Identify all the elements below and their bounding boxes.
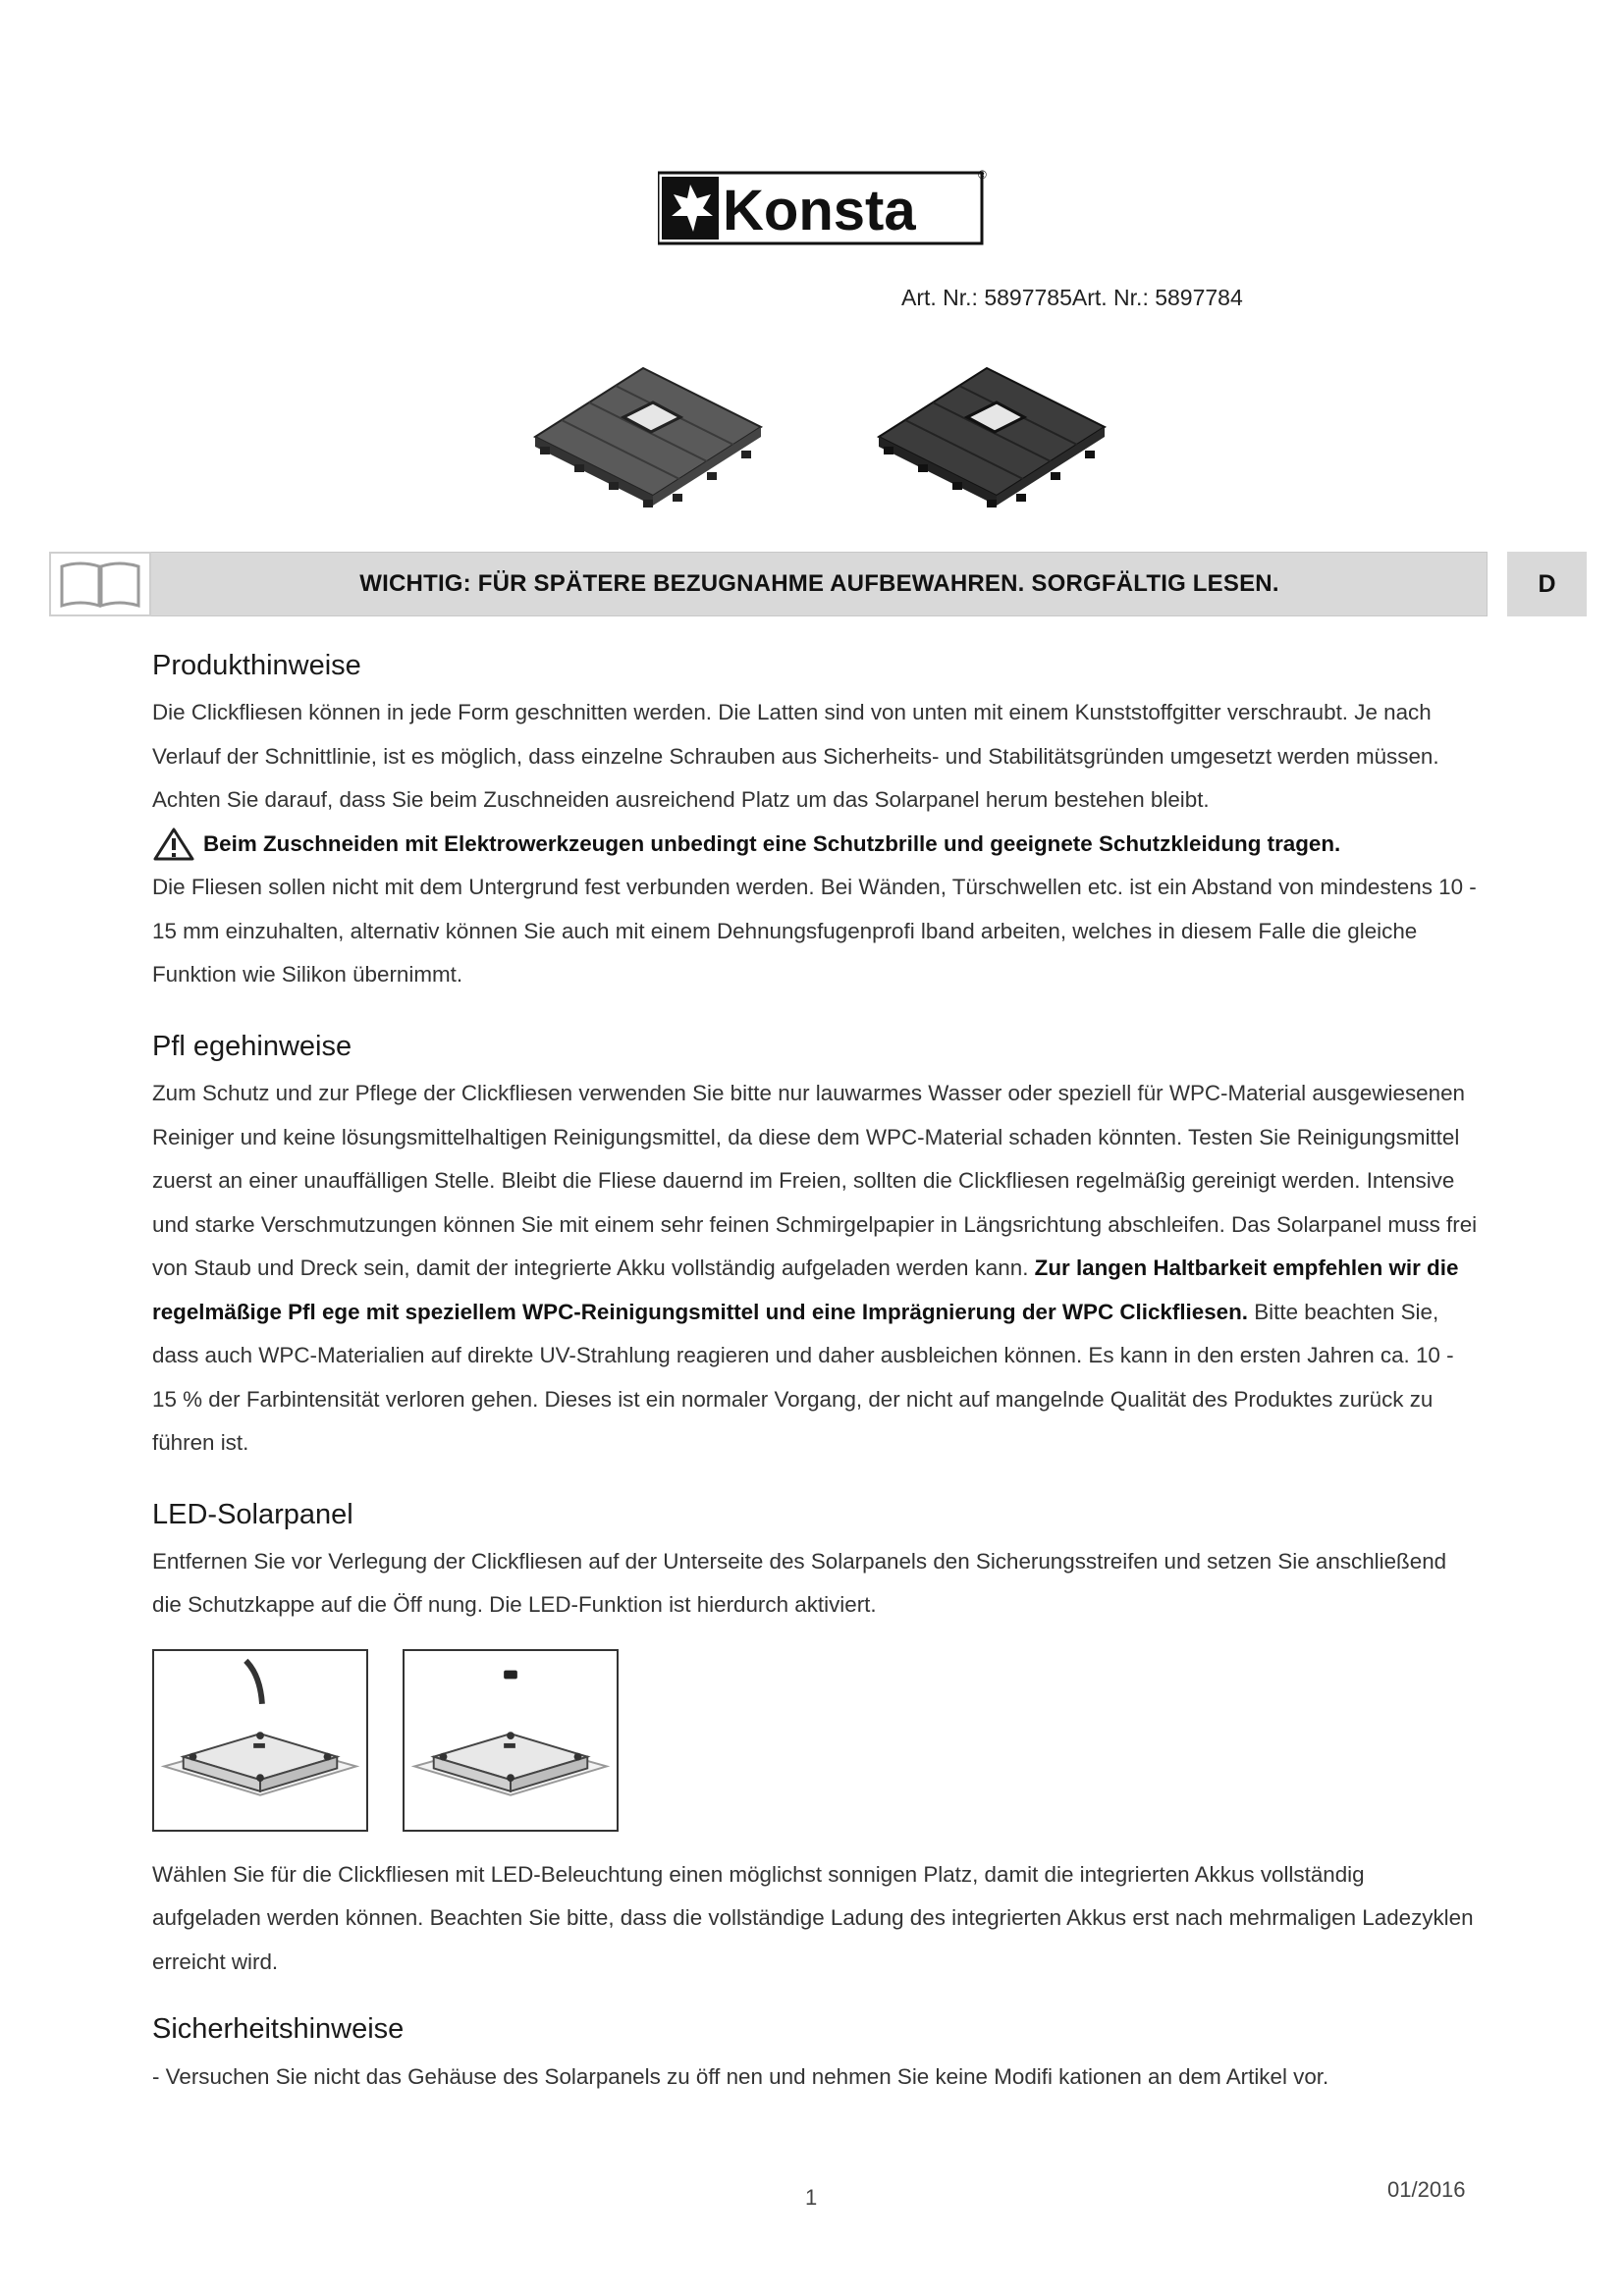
paragraph: Die Clickfliesen können in jede Form geschnitten werden. Die Latten sind von unten mit einem Kunststoffgitter verschraubt. Je nach Verlauf der Schnittlinie, ist es möglich, dass einzelne Schrauben aus Sicherheits- und Stabilitätsgründen umgesetzt werden müssen. Achten Sie darauf, dass Sie beim Zuschneiden ausreichend Platz um das Solarpanel herum bestehen bleibt. xyxy=(152,700,1439,813)
paragraph: Die Fliesen sollen nicht mit dem Untergrund fest verbunden werden. Bei Wänden, Türschwellen etc. ist ein Abstand von mindestens 10 - 15 mm einzuhalten, alternativ können Sie auch mit einem Dehnungsfugenprofi lband arbeiten, welches in diesem Falle die gleiche Funktion wie Silikon übernimmt. xyxy=(152,875,1477,988)
paragraph: Wählen Sie für die Clickfliesen mit LED-Beleuchtung einen möglichst sonnigen Platz, damit die integrierten Akkus vollständig aufgeladen werden können. Beachten Sie bitte, dass die vollständige Ladung des integrierten Akkus erst nach mehrmaligen Ladezyklen erreicht wird. xyxy=(152,1861,1474,1974)
warning-text: Beim Zuschneiden mit Elektrowerkzeugen unbedingt eine Schutzbrille und geeignete Schutzkleidung tragen. xyxy=(203,830,1341,856)
section-produkthinweise xyxy=(152,648,1478,997)
brand-name: Konsta xyxy=(723,179,916,242)
svg-text:®: ® xyxy=(978,168,987,182)
figure-attach-cap xyxy=(403,1649,619,1832)
paragraph xyxy=(152,1072,1478,1466)
section-title: Produkthinweise xyxy=(152,650,361,681)
installation-figures xyxy=(152,1649,1478,1832)
tile-image-dark xyxy=(859,348,1124,535)
important-banner xyxy=(49,552,1587,616)
main-content xyxy=(152,648,1478,2130)
paragraph: - Versuchen Sie nicht das Gehäuse des Solarpanels zu öff nen und nehmen Sie keine Modifi kationen an dem Artikel vor. xyxy=(152,2063,1329,2089)
section-pflegehinweise xyxy=(152,1029,1478,1466)
paragraph-text: Bitte beachten Sie, dass auch WPC-Materialien auf direkte UV-Strahlung reagieren und daher ausbleichen können. Es kann in den ersten Jahren ca. 10 - 15 % der Farbintensität verloren gehen. Dieses ist ein normaler Vorgang, der nicht auf mangelnde Qualität des Produktes zurück zu führen ist. xyxy=(152,1299,1454,1455)
tile-image-grey xyxy=(515,348,781,535)
language-code: D xyxy=(1507,552,1587,616)
page-number: 1 xyxy=(805,2185,818,2210)
paragraph-text: Zum Schutz und zur Pflege der Clickfliesen verwenden Sie bitte nur lauwarmes Wasser oder speziell für WPC-Material ausgewiesenen Reiniger und keine lösungsmittelhaltigen Reinigungsmittel, da diese dem WPC-Material schaden könnten. Testen Sie Reinigungsmittel zuerst an einer unauffälligen Stelle. Bleibt die Fliese dauernd im Freien, sollten die Clickfliesen regelmäßig gereinigt werden. Intensive und starke Verschmutzungen können Sie mit einem sehr feinen Schmirgelpapier in Längsrichtung abschleifen. Das Solarpanel muss frei von Staub und Dreck sein, damit der integrierte Akku vollständig aufgeladen werden kann. xyxy=(152,1081,1478,1280)
banner-text: WICHTIG: FÜR SPÄTERE BEZUGNAHME AUFBEWAHREN. SORGFÄLTIG LESEN. xyxy=(359,570,1279,597)
section-sicherheitshinweise xyxy=(152,2011,1478,2099)
section-title: Sicherheitshinweise xyxy=(152,2013,405,2046)
section-led-solarpanel xyxy=(152,1497,1478,1985)
section-title: Pfl egehinweise xyxy=(152,1030,352,1062)
book-icon xyxy=(49,552,151,616)
safety-warning xyxy=(152,823,1478,867)
paragraph: Entfernen Sie vor Verlegung der Clickfliesen auf der Unterseite des Solarpanels den Sicherungsstreifen und setzen Sie anschließend die Schutzkappe auf die Öff nung. Die LED-Funktion ist hierdurch aktiviert. xyxy=(152,1548,1447,1618)
article-numbers: Art. Nr.: 5897785Art. Nr.: 5897784 xyxy=(901,285,1243,310)
document-date: 01/2016 xyxy=(1387,2177,1466,2202)
konsta-logo xyxy=(658,165,992,247)
section-title: LED-Solarpanel xyxy=(152,1498,353,1530)
bold-recommendation: Zur langen Haltbarkeit empfehlen wir die regelmäßige Pfl ege mit speziellem WPC-Reinigungsmittel und eine Imprägnierung der WPC Clickfliesen. xyxy=(152,1255,1459,1324)
warning-icon xyxy=(152,827,195,862)
figure-remove-strip xyxy=(152,1649,368,1832)
